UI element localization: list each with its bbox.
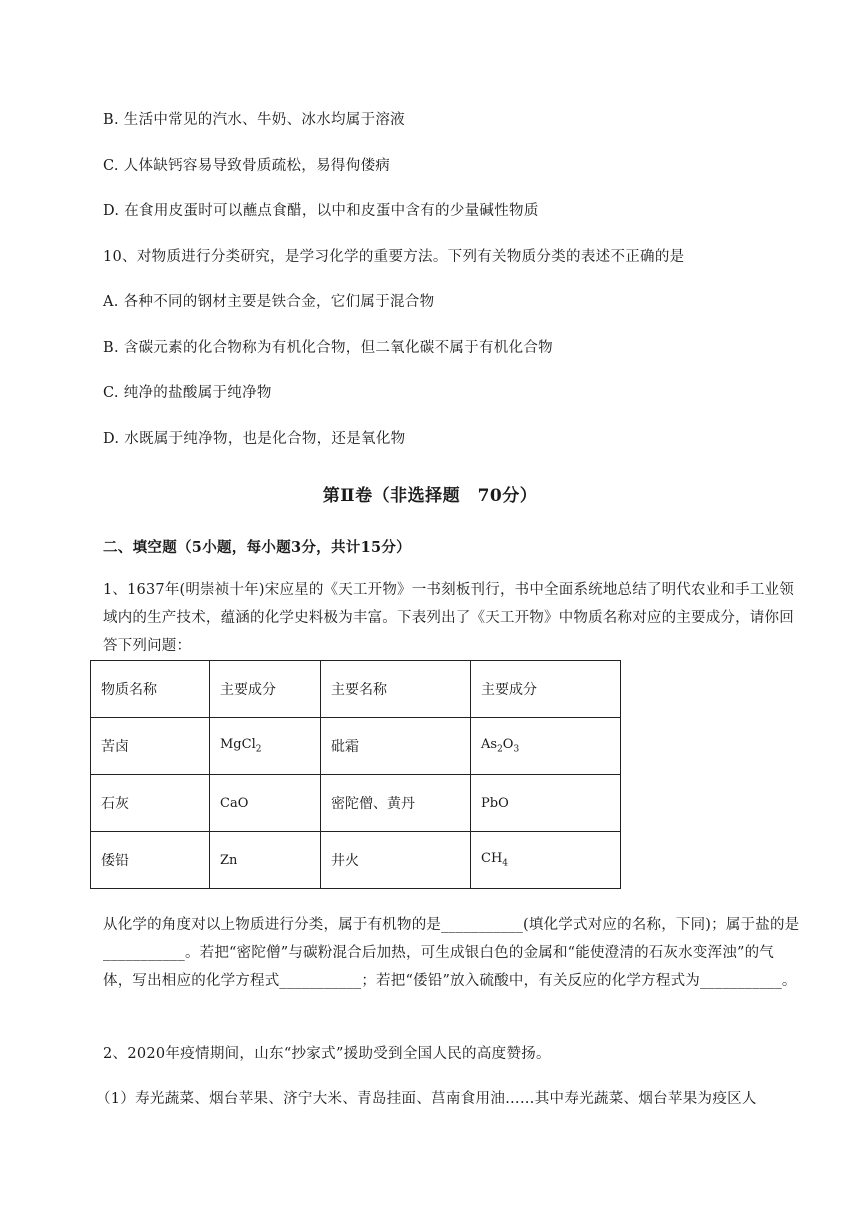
table-cell: 倭铅	[91, 832, 210, 889]
option-10c: C. 纯净的盐酸属于纯净物	[103, 385, 272, 401]
formula-cell: CaO	[210, 775, 321, 832]
table-header: 主要名称	[321, 661, 471, 718]
option-10a: A. 各种不同的钢材主要是铁合金，它们属于混合物	[103, 294, 435, 310]
table-cell: 井火	[321, 832, 471, 889]
question-1-body: 从化学的角度对以上物质进行分类，属于有机物的是___________(填化学式对应的名称，下同)；属于盐的是___________。若把“密陀僧”与碳粉混合后加热，可生成银白色的金属和“能使澄清的石灰水变浑浊”的气体，写出相应的化学方程式___________；若把“倭铅”放入硫酸中，有关反应的化学方程式为___________。	[103, 917, 800, 989]
option-10d: D. 水既属于纯净物，也是化合物，还是氧化物	[103, 431, 406, 447]
materials-table	[90, 660, 621, 889]
table-cell: 石灰	[91, 775, 210, 832]
formula-cell: MgCl$_2$	[210, 718, 321, 775]
table-header-row	[91, 661, 621, 718]
section-heading: 二、填空题（5小题，每小题3分，共计15分）	[103, 539, 411, 556]
question-10-stem: 10、对物质进行分类研究，是学习化学的重要方法。下列有关物质分类的表述不正确的是	[103, 249, 685, 265]
option-9d: D. 在食用皮蛋时可以蘸点食醋，以中和皮蛋中含有的少量碱性物质	[103, 203, 539, 219]
table-header: 主要成分	[471, 661, 621, 718]
table-row	[91, 775, 621, 832]
table-cell: 苦卤	[91, 718, 210, 775]
table-row	[91, 718, 621, 775]
table-cell: 密陀僧、黄丹	[321, 775, 471, 832]
option-10b: B. 含碳元素的化合物称为有机化合物，但二氧化碳不属于有机化合物	[103, 340, 553, 356]
table-header: 物质名称	[91, 661, 210, 718]
table-row	[91, 832, 621, 889]
section-title: 第Ⅱ卷（非选择题 70分）	[322, 486, 538, 506]
option-9b: B. 生活中常见的汽水、牛奶、冰水均属于溶液	[103, 112, 405, 128]
formula-cell: $As_2O_3$	[471, 718, 621, 775]
formula-cell: Zn	[210, 832, 321, 889]
question-2-sub-1: （1）寿光蔬菜、烟台苹果、济宁大米、青岛挂面、莒南食用油……其中寿光蔬菜、烟台苹果为疫区人	[96, 1091, 757, 1107]
table-cell: 砒霜	[321, 718, 471, 775]
table-header: 主要成分	[210, 661, 321, 718]
formula-cell: $CH_4$	[471, 832, 621, 889]
question-1-intro: 1、1637年(明崇祯十年)宋应星的《天工开物》一书刻板刊行，书中全面系统地总结了明代农业和手工业领域内的生产技术，蕴涵的化学史料极为丰富。下表列出了《天工开物》中物质名称对应的主要成分，请你回答下列问题：	[103, 582, 794, 654]
question-2-stem: 2、2020年疫情期间，山东“抄家式”援助受到全国人民的高度赞扬。	[103, 1046, 551, 1062]
formula-cell: PbO	[471, 775, 621, 832]
option-9c: C. 人体缺钙容易导致骨质疏松，易得佝偻病	[103, 158, 391, 174]
